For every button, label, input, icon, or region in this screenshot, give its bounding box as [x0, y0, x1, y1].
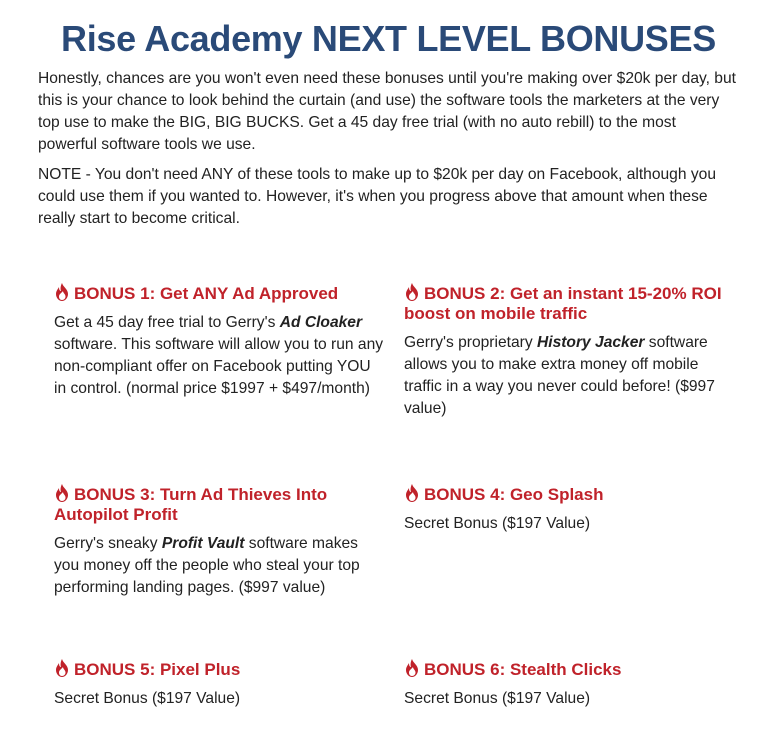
- bonus-card-5: [54, 659, 384, 710]
- page-title: Rise Academy NEXT LEVEL BONUSES: [61, 18, 716, 59]
- bonus-description: [54, 688, 384, 710]
- product-name: Profit Vault: [161, 535, 245, 552]
- bonus-title-text: BONUS 4: Geo Splash: [424, 485, 604, 504]
- desc-text: software allows you to make extra money off mobile traffic in a way you never could before! ($997 value): [404, 334, 715, 417]
- fire-icon: [54, 283, 70, 301]
- bonus-description: [404, 332, 734, 420]
- bonus-description: [404, 513, 734, 535]
- desc-text: Get a 45 day free trial to Gerry's: [54, 314, 280, 331]
- desc-text: software makes you money off the people who steal your top performing landing pages. ($997 value): [54, 535, 360, 596]
- fire-icon: [404, 484, 420, 502]
- product-name: Ad Cloaker: [279, 314, 363, 331]
- bonus-description: [54, 533, 384, 599]
- bonus-card-1: [54, 283, 384, 400]
- fire-icon: [54, 484, 70, 502]
- bonus-title: [404, 283, 734, 324]
- fire-icon: [54, 659, 70, 677]
- desc-text: Secret Bonus ($197 Value): [404, 515, 591, 532]
- bonus-title: [54, 659, 384, 680]
- bonus-title: [54, 484, 384, 525]
- fire-icon: [404, 283, 420, 301]
- bonus-title-text: BONUS 6: Stealth Clicks: [424, 660, 622, 679]
- desc-text: Secret Bonus ($197 Value): [54, 690, 241, 707]
- desc-text: Gerry's proprietary: [404, 334, 537, 351]
- product-name: History Jacker: [536, 334, 645, 351]
- note-paragraph: NOTE - You don't need ANY of these tools to make up to $20k per day on Facebook, although you could use them if you wanted to. However, it's when you progress above that amount when these really start to become critical.: [38, 166, 716, 227]
- bonus-title-text: BONUS 3: Turn Ad Thieves Into Autopilot Profit: [54, 485, 328, 524]
- bonus-title-text: BONUS 2: Get an instant 15-20% ROI boost on mobile traffic: [404, 284, 722, 323]
- bonus-description: [404, 688, 734, 710]
- bonus-title: [404, 659, 734, 680]
- bonus-title-text: BONUS 1: Get ANY Ad Approved: [74, 284, 339, 303]
- bonus-card-6: [404, 659, 734, 710]
- bonus-card-4: [404, 484, 734, 535]
- bonus-title: [404, 484, 734, 505]
- bonus-card-2: [404, 283, 734, 420]
- bonus-description: [54, 312, 384, 400]
- bonus-title: [54, 283, 384, 304]
- desc-text: software. This software will allow you to run any non-compliant offer on Facebook putting YOU in control. (normal price $1997 + $497/month): [54, 336, 384, 397]
- fire-icon: [404, 659, 420, 677]
- bonus-card-3: [54, 484, 384, 599]
- desc-text: Gerry's sneaky: [54, 535, 162, 552]
- desc-text: Secret Bonus ($197 Value): [404, 690, 591, 707]
- intro-paragraph: Honestly, chances are you won't even need these bonuses until you're making over $20k per day, but this is your chance to look behind the curtain (and use) the software tools the marketers at the very top use to make the BIG, BIG BUCKS. Get a 45 day free trial (with no auto rebill) to the most powerful software tools we use.: [38, 70, 736, 153]
- bonus-title-text: BONUS 5: Pixel Plus: [74, 660, 241, 679]
